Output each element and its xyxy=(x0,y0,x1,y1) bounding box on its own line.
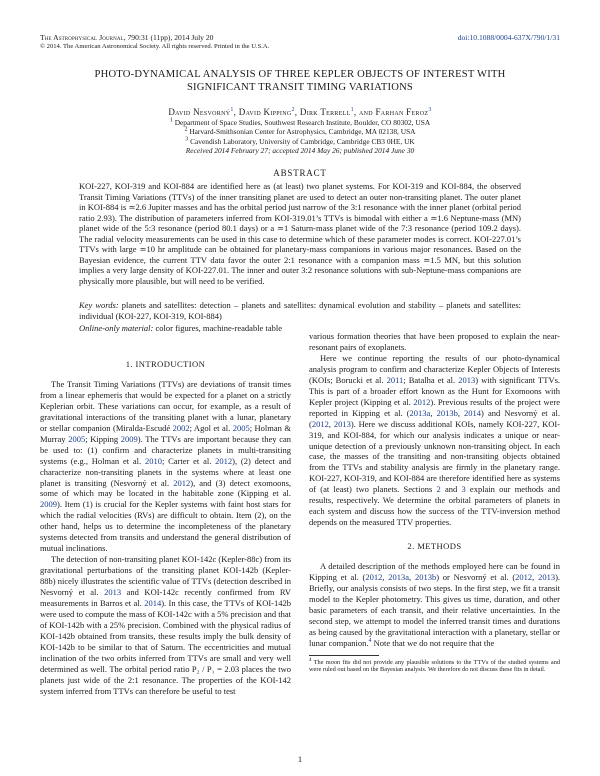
citation-link[interactable]: 2012 xyxy=(413,396,431,407)
citation-link[interactable]: 2013 xyxy=(333,418,351,429)
intro-paragraph-3: various formation theories that have been proposed to explain the near-resonant pairs of exoplanets. xyxy=(309,331,560,352)
author-list xyxy=(60,107,540,117)
keywords-label: Key words: xyxy=(79,300,119,310)
citation-link[interactable]: 2013a xyxy=(388,572,410,583)
affiliations: $^1$ Department of Space Studies, Southwest Research Institute, Boulder, CO 80302, USA $^2$ Harvard-Smithsonian Center for Astrophysics, Cambridge, MA 02138, USA $^3$ Cavendish Laboratory, University of Cambridge, Cambridge CB3 0HE, UK Received 2014 February 27; accepted 2014 May 26; published 2014 June 30 xyxy=(60,118,540,155)
citation-link[interactable]: 2010 xyxy=(144,455,162,466)
citation-link[interactable]: 2005 xyxy=(232,422,250,433)
citation-link[interactable]: 2012 xyxy=(215,455,233,466)
citation-link[interactable]: 2012 xyxy=(311,418,329,429)
right-column xyxy=(309,331,560,674)
methods-paragraph-1: A detailed description of the methods employed here can be found in Kipping et al. (2012, 2013a, 2013b) or Nesvorný et al. (2012, 2013). Briefly, our analysis consists of two steps. In the first step, we fit a transit model to the Kepler photometry. This gives us time, duration, and other basic parameters of each transit, and their relative uncertainties. In the second step, we attempt to model the inferred transit times and durations as being caused by the gravitational interaction with a planetary, stellar or lunar companion.$^4$ Note that we do not require that the xyxy=(309,561,561,648)
author-separator: , xyxy=(233,107,239,117)
citation-link[interactable]: 2005 xyxy=(68,433,86,444)
citation-link[interactable]: 2013 xyxy=(538,572,556,583)
citation-link[interactable]: 2012 xyxy=(173,477,191,488)
intro-paragraph-4: Here we continue reporting the results of our photo-dynamical analysis program to confirm and characterize Kepler Objects of Interests (KOIs; Borucki et al. 2011; Batalha et al. 2013) with significant TTVs. This is part of a broader effort known as the Hunt for Exomoons with Kepler project (Kipping et al. 2012). Previous results of the project were reported in Kipping et al. (2013a, 2013b, 2014) and Nesvorný et al. (2012, 2013). Here we discuss additional KOIs, namely KOI-227, KOI-319, and KOI-884, for which our analysis indicates a unique or near-unique detection of a previously unknown non-transiting object. In each case, the masses of the transiting and non-transiting objects obtained from the TTVs and stability analysis are firmly in the planetary range. KOI-227, KOI-319, and KOI-884 are therefore identified here as systems of (at least) two planets. Sections 2 and 3 explain our methods and results, respectively. We determine the orbital parameters of planets in each system and discuss how the success of the TTV-inversion method depends on the measured TTV properties. xyxy=(309,352,561,528)
author-name: David Kipping xyxy=(238,107,292,117)
section-link[interactable]: 3 xyxy=(461,484,466,495)
copyright-line: © 2014. The American Astronomical Society. All rights reserved. Printed in the U.S.A. xyxy=(40,43,270,50)
title-line-1: PHOTO-DYNAMICAL ANALYSIS OF THREE KEPLER OBJECTS OF INTEREST WITH xyxy=(94,69,506,80)
citation-link[interactable]: 2012 xyxy=(365,572,383,583)
citation-link[interactable]: 2013 xyxy=(104,587,122,598)
affiliation-marker[interactable]: 3 xyxy=(428,107,432,113)
citation-link[interactable]: 2009 xyxy=(120,433,138,444)
citation-link[interactable]: 2014 xyxy=(464,407,482,418)
online-material-label: Online-only material: xyxy=(79,323,154,333)
intro-paragraph-1: The Transit Timing Variations (TTVs) are deviations of transit times from a linear ephemeris that would be expected for a planet on a strictly Keplerian orbit. These variations can occur, for example, as a result of gravitational interactions of the transiting planet with a lunar, planetary or stellar companion (Miralda-Escudé 2002; Agol et al. 2005; Holman & Murray 2005; Kipping 2009). The TTVs are important because they can be used to: (1) confirm and characterize planets in multi-transiting systems (e.g., Holman et al. 2010; Carter et al. 2012), (2) detect and characterize non-transiting planets in the systems where at least one planet is transiting (Nesvorný et al. 2012), and (3) detect exomoons, some of which may be located in the habitable zone (Kipping et al. 2009). Item (1) is crucial for the Kepler systems with faint host stars for which the radial velocities (RVs) are difficult to obtain. Item (2), on the other hand, helps us to determine the incompleteness of the planetary systems detected from transits and understand the general distribution of mutual inclinations. xyxy=(40,378,292,554)
left-column xyxy=(40,342,291,697)
citation-link[interactable]: 2014 xyxy=(144,598,162,609)
journal-header xyxy=(40,33,370,51)
keywords xyxy=(79,300,521,321)
citation-link[interactable]: 2013b xyxy=(414,572,437,583)
journal-name: The Astrophysical Journal xyxy=(40,33,124,42)
citation-link[interactable]: 2002 xyxy=(172,422,190,433)
citation-link[interactable]: 2011 xyxy=(386,374,404,385)
affiliation-marker[interactable]: 1 xyxy=(350,107,354,113)
paper-title xyxy=(60,69,540,94)
citation-link[interactable]: 2012 xyxy=(515,572,533,583)
citation-link[interactable]: 2013a xyxy=(409,407,431,418)
citation-link[interactable]: 2013 xyxy=(458,374,476,385)
section-heading-methods: 2. METHODS xyxy=(407,541,462,552)
section-heading-introduction: 1. INTRODUCTION xyxy=(125,359,206,369)
author-separator: , xyxy=(294,107,300,117)
affiliation-1: Department of Space Studies, Southwest Research Institute, Boulder, CO 80302, USA xyxy=(174,118,431,127)
affiliation-marker[interactable]: 2 xyxy=(291,107,295,113)
footnote-divider xyxy=(309,655,379,656)
keywords-text: planets and satellites: detection – planets and satellites: dynamical evolution and stability – planets and satellites: individual (KOI-227, KOI-319, KOI-884) xyxy=(79,300,522,321)
citation-link[interactable]: 2009 xyxy=(40,499,57,510)
footnote-number: 4 xyxy=(309,657,312,663)
intro-paragraph-2: The detection of non-transiting planet KOI-142c (Kepler-88c) from its gravitational perturbations of the transiting planet KOI-142b (Kepler-88b) nicely illustrates the scientific value of TTVs (detection described in Nesvorný et al. 2013 and KOI-142c recently confirmed from RV measurements in Barros et al. 2014). In this case, the TTVs of KOI-142b were used to compute the mass of KOI-142c with a 5% precision and that of KOI-142b with a 25% precision. Combined with the physical radius of KOI-142b obtained from transits, these results imply the bulk density of KOI-142b to be similar to that of Saturn. The eccentricities and mutual inclination of the two orbits inferred from TTVs are small and very well determined as well. The orbital period ratio P₂ / P₁ = 2.03 places the two planets just wide of the 2:1 resonance. The properties of the KOI-142 system inferred from TTVs can therefore be useful to test xyxy=(40,554,292,696)
author-separator: , and xyxy=(353,107,376,117)
footnote-4 xyxy=(309,659,560,674)
affiliation-2: Harvard-Smithsonian Center for Astrophysics, Cambridge, MA 02138, USA xyxy=(189,127,416,137)
online-material-text: color figures, machine-readable table xyxy=(155,323,282,333)
affiliation-marker[interactable]: 1 xyxy=(230,107,234,113)
doi-link[interactable]: doi:10.1088/0004-637X/790/1/31 xyxy=(457,33,560,42)
received-dates: Received 2014 February 27; accepted 2014 May 26; published 2014 June 30 xyxy=(185,145,415,155)
page-number: 1 xyxy=(297,754,303,764)
section-link[interactable]: 2 xyxy=(436,484,441,495)
title-line-2: SIGNIFICANT TRANSIT TIMING VARIATIONS xyxy=(186,81,414,93)
abstract-heading: ABSTRACT xyxy=(273,168,327,178)
footnote-marker[interactable]: 4 xyxy=(368,637,372,644)
abstract-text: KOI-227, KOI-319 and KOI-884 are identified here as (at least) two planet systems. For KOI-319 and KOI-884, the observed Transit Timing Variations (TTVs) of the inner transiting planet are used to detect an outer non-transiting planet. The outer planet in KOI-884 is ≃2.6 Jupiter masses and has the orbital period just narrow of the 3:1 resonance with the inner planet (orbital period ratio 2.93). The distribution of parameters inferred from KOI-319.01’s TTVs is bimodal with either a ≃1.6 Neptune-mass (MN) planet wide of the 5:3 resonance (period 80.1 days) or a ≃1 Saturn-mass planet wide of the 7:3 resonance (period 109.2 days). The radial velocity measurements can be used in this case to determine which of these parameter modes is correct. KOI-227.01’s TTVs with large ≃10 hr amplitude can be obtained for planetary-mass companions in various major resonances. Based on the Bayesian evidence, the current TTV data favor the outer 2:1 resonance with a companion mass ≃1.5 MN, but this solution implies a very large density of KOI-227.01. The inner and outer 3:2 resonance solutions with sub-Neptune-mass companions are physically more plausible, but will need to be verified. xyxy=(79,181,521,286)
journal-citation: , 790:31 (11pp), 2014 July 20 xyxy=(123,33,214,42)
author-name: David Nesvorný xyxy=(168,107,231,117)
author-name: Farhan Feroz xyxy=(375,107,429,117)
footnote-text: The moon fits did not provide any plausible solutions to the TTVs of the studied systems and were ruled out based on the Bayesian analysis. We therefore do not discuss these fits in detail. xyxy=(309,658,561,674)
author-name: Dirk Terrell xyxy=(299,107,351,117)
citation-link[interactable]: 2013b xyxy=(436,407,458,418)
affiliation-3: Cavendish Laboratory, University of Cambridge, Cambridge CB3 0HE, UK xyxy=(190,136,415,146)
